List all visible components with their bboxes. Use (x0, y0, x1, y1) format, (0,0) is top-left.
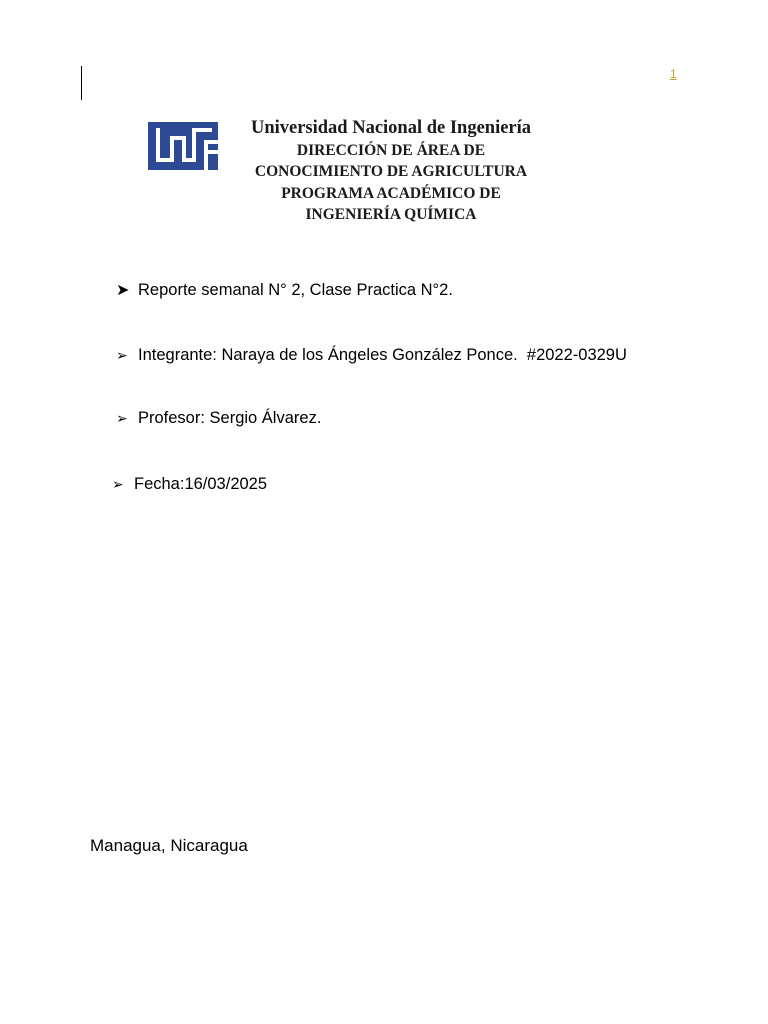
arrow-bullet-icon: ➤ (116, 282, 130, 299)
bullet-text: Profesor: Sergio Álvarez. (138, 409, 322, 427)
document-header (148, 118, 568, 230)
arrow-bullet-icon: ➢ (116, 410, 128, 426)
text-cursor (81, 66, 82, 100)
bullet-text: Reporte semanal N° 2, Clase Practica N°2. (138, 280, 453, 299)
uni-logo-icon (148, 122, 218, 170)
bullet-text: Integrante: Naraya de los Ángeles González Ponce. #2022-0329U (138, 346, 627, 364)
header-line: PROGRAMA ACADÉMICO DE (281, 184, 501, 202)
arrow-bullet-icon: ➢ (116, 347, 128, 363)
header-title-block (226, 118, 556, 226)
bullet-professor (116, 409, 321, 428)
page-number: 1 (670, 67, 677, 81)
bullet-member (116, 346, 627, 365)
bullet-text: Fecha:16/03/2025 (134, 475, 268, 493)
arrow-bullet-icon: ➢ (112, 476, 124, 492)
bullet-report (116, 280, 453, 300)
bullet-date (112, 475, 267, 494)
header-line: DIRECCIÓN DE ÁREA DE (296, 141, 486, 159)
university-name: Universidad Nacional de Ingeniería (250, 118, 532, 138)
header-line: INGENIERÍA QUÍMICA (305, 206, 477, 223)
location-footer: Managua, Nicaragua (90, 836, 248, 855)
header-line: CONOCIMIENTO DE AGRICULTURA (254, 163, 528, 180)
